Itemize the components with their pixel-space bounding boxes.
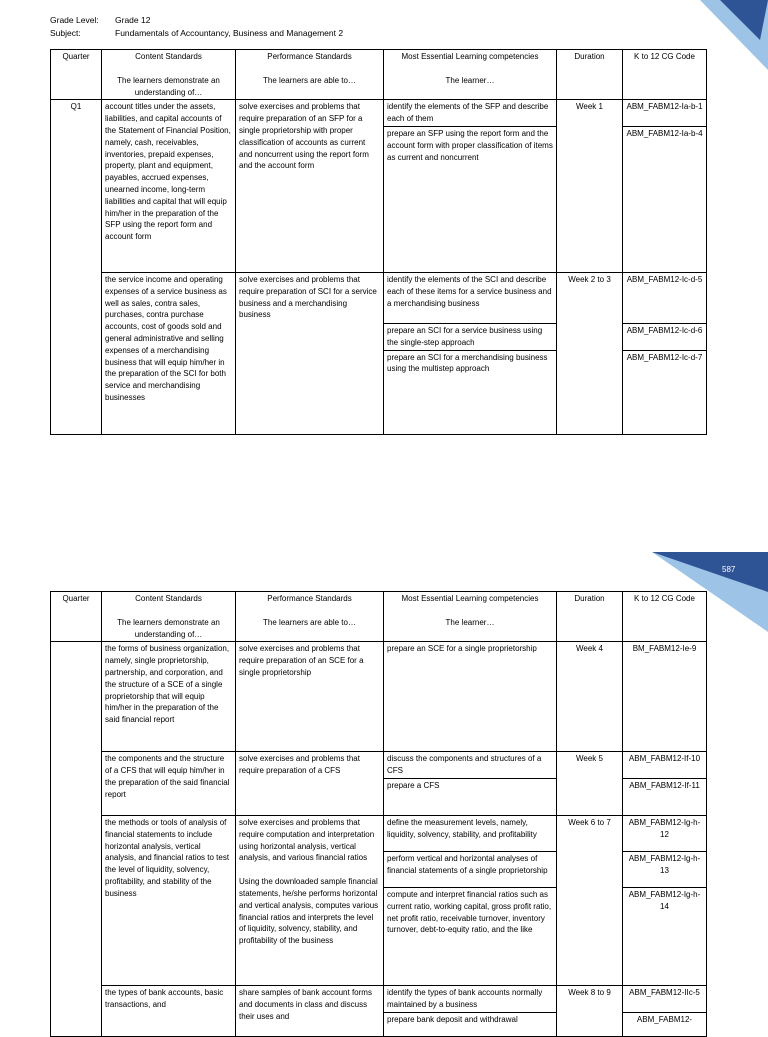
table-row <box>51 985 707 1012</box>
code-cell: ABM_FABM12-Ic-d-5 <box>623 272 707 323</box>
table-row <box>51 752 707 779</box>
competency-cell: identify the types of bank accounts normally maintained by a business <box>384 985 557 1012</box>
performance-cell: solve exercises and problems that require preparation of an SCE for a single proprietorship <box>236 642 384 752</box>
curriculum-table-2 <box>50 591 707 1037</box>
grade-label: Grade Level: <box>50 15 99 25</box>
competency-cell: identify the elements of the SCI and describe each of these items for a service business and a merchandising business <box>384 272 557 323</box>
code-cell: ABM_FABM12-Ia-b-1 <box>623 100 707 127</box>
page-number: 587 <box>722 565 736 574</box>
code-cell: ABM_FABM12- <box>623 1012 707 1036</box>
performance-cell: solve exercises and problems that require preparation of SCI for a service business and a merchandising business <box>236 272 384 434</box>
code-cell: ABM_FABM12-If-11 <box>623 778 707 815</box>
competency-cell: prepare a CFS <box>384 778 557 815</box>
col-code: K to 12 CG Code <box>623 50 707 100</box>
content-cell: the components and the structure of a CFS that will equip him/her in the preparation of the said financial report <box>102 752 236 816</box>
col-code: K to 12 CG Code <box>623 592 707 642</box>
performance-cell: solve exercises and problems that require preparation of a CFS <box>236 752 384 816</box>
competency-cell: discuss the components and structures of a CFS <box>384 752 557 779</box>
code-cell: ABM_FABM12-Ia-b-4 <box>623 126 707 272</box>
table-row <box>51 642 707 752</box>
code-cell: ABM_FABM12-Ic-d-6 <box>623 323 707 350</box>
code-cell: ABM_FABM12-IIc-5 <box>623 985 707 1012</box>
grade-value: Grade 12 <box>115 15 151 25</box>
duration-cell: Week 8 to 9 <box>557 985 623 1036</box>
document-header <box>50 14 343 40</box>
table-header-row <box>51 592 707 642</box>
competency-cell: prepare an SCI for a merchandising business using the multistep approach <box>384 350 557 434</box>
col-quarter: Quarter <box>51 592 102 642</box>
curriculum-table-1 <box>50 49 707 435</box>
col-duration: Duration <box>557 592 623 642</box>
subject-label: Subject: <box>50 28 81 38</box>
duration-cell: Week 5 <box>557 752 623 816</box>
col-performance-standards: Performance Standards The learners are able to… <box>236 592 384 642</box>
competency-cell: compute and interpret financial ratios such as current ratio, working capital, gross profit ratio, net profit ratio, receivable turnover, inventory turnover, debt-to-equity ratio, and the like <box>384 887 557 985</box>
competency-cell: identify the elements of the SFP and describe each of them <box>384 100 557 127</box>
duration-cell: Week 2 to 3 <box>557 272 623 434</box>
quarter-cell <box>51 642 102 1036</box>
col-performance-standards: Performance Standards The learners are able to… <box>236 50 384 100</box>
content-cell: the service income and operating expenses of a service business as well as sales, contra sales, purchases, contra purchase accounts, cost of goods sold and general administrative and selling expenses of a merchandising business that will equip him/her in the preparation of the SCI for both service and merchandising businesses <box>102 272 236 434</box>
table-header-row <box>51 50 707 100</box>
col-content-standards: Content Standards The learners demonstrate an understanding of… <box>102 50 236 100</box>
competency-cell: prepare an SCE for a single proprietorship <box>384 642 557 752</box>
duration-cell: Week 1 <box>557 100 623 273</box>
col-competencies: Most Essential Learning competencies The learner… <box>384 50 557 100</box>
performance-cell: share samples of bank account forms and documents in class and discuss their uses and <box>236 985 384 1036</box>
col-quarter: Quarter <box>51 50 102 100</box>
performance-cell: solve exercises and problems that require preparation of an SFP for a single proprietorship with proper classification of accounts as current and noncurrent using the report form and the account form <box>236 100 384 273</box>
code-cell: ABM_FABM12-Ig-h-13 <box>623 851 707 887</box>
code-cell: ABM_FABM12-Ic-d-7 <box>623 350 707 434</box>
col-competencies: Most Essential Learning competencies The learner… <box>384 592 557 642</box>
duration-cell: Week 6 to 7 <box>557 815 623 985</box>
content-cell: account titles under the assets, liabilities, and capital accounts of the Statement of Financial Position, namely, cash, receivables, inventories, prepaid expenses, property, plant and equipment, payables, accrued expenses, unearned income, long-term liabilities and capital that will equip him/her in the preparation of the SFP using the report form and account form <box>102 100 236 273</box>
quarter-cell: Q1 <box>51 100 102 434</box>
code-cell: ABM_FABM12-If-10 <box>623 752 707 779</box>
table-row <box>51 272 707 323</box>
competency-cell: prepare bank deposit and withdrawal <box>384 1012 557 1036</box>
table-row <box>51 815 707 851</box>
performance-cell: solve exercises and problems that require computation and interpretation using horizontal analysis, vertical analysis, and various financial ratios Using the downloaded sample financial statements, he/she performs horizontal and vertical analysis, computes various financial ratios and interprets the level of liquidity, solvency, stability, and profitability of the business <box>236 815 384 985</box>
duration-cell: Week 4 <box>557 642 623 752</box>
col-content-standards: Content Standards The learners demonstrate an understanding of… <box>102 592 236 642</box>
competency-cell: define the measurement levels, namely, liquidity, solvency, stability, and profitability <box>384 815 557 851</box>
col-duration: Duration <box>557 50 623 100</box>
content-cell: the methods or tools of analysis of financial statements to include horizontal analysis, vertical analysis, and financial ratios to test the level of liquidity, solvency, profitability, and stability of the business <box>102 815 236 985</box>
top-corner-decoration <box>700 0 768 70</box>
competency-cell: perform vertical and horizontal analyses of financial statements of a single proprietorship <box>384 851 557 887</box>
content-cell: the types of bank accounts, basic transactions, and <box>102 985 236 1036</box>
code-cell: BM_FABM12-Ie-9 <box>623 642 707 752</box>
code-cell: ABM_FABM12-Ig-h-14 <box>623 887 707 985</box>
competency-cell: prepare an SFP using the report form and the account form with proper classification of items as current and noncurrent <box>384 126 557 272</box>
subject-value: Fundamentals of Accountancy, Business and Management 2 <box>115 28 344 38</box>
content-cell: the forms of business organization, namely, single proprietorship, partnership, and corporation, and the structure of a SCE of a single proprietorship that will equip him/her in the preparation of the said financial report <box>102 642 236 752</box>
code-cell: ABM_FABM12-Ig-h-12 <box>623 815 707 851</box>
table-row <box>51 100 707 127</box>
competency-cell: prepare an SCI for a service business using the single-step approach <box>384 323 557 350</box>
